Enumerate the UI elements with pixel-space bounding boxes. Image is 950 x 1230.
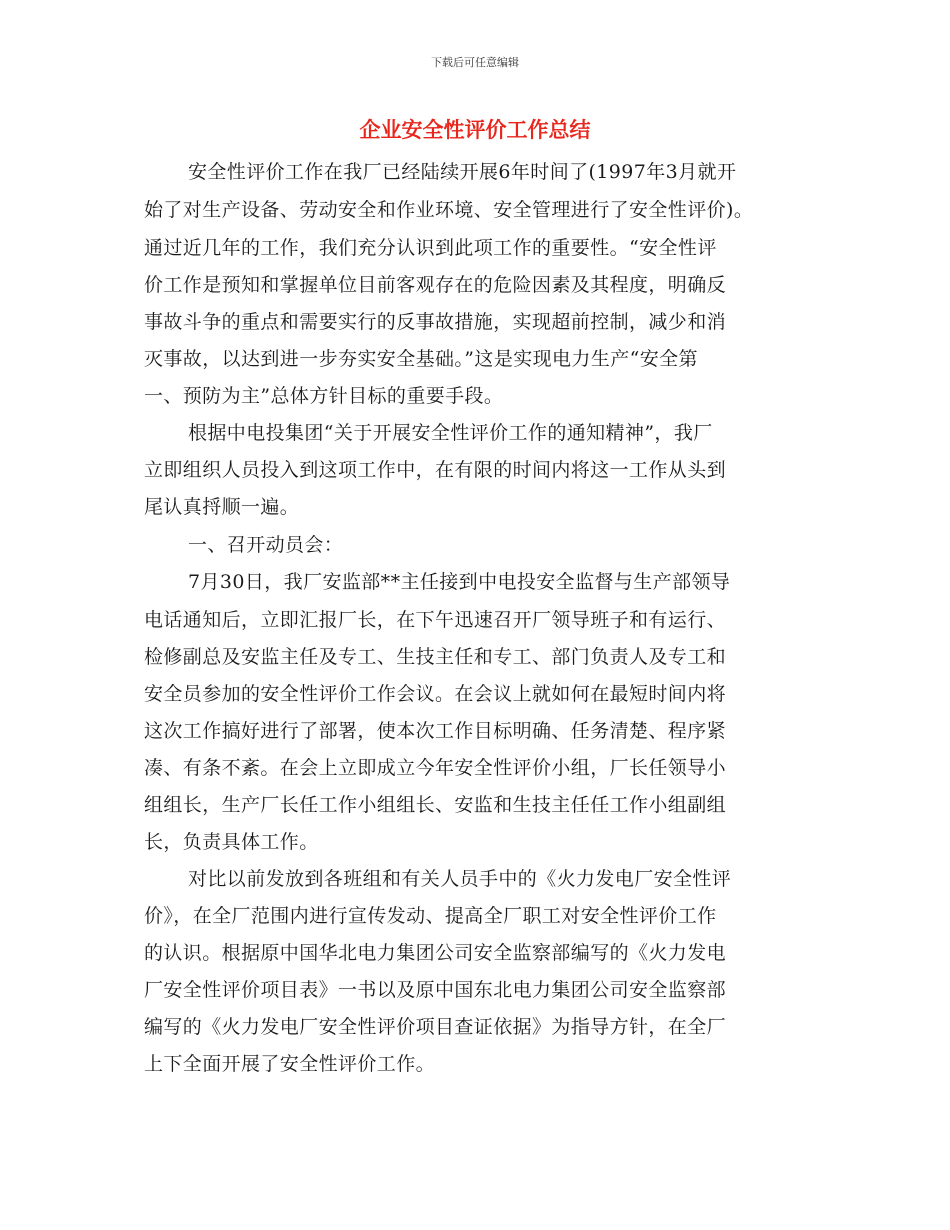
paragraph-line: 的认识。根据原中国华北电力集团公司安全监察部编写的《火力发电 <box>144 942 727 964</box>
paragraph-line: 事故斗争的重点和需要实行的反事故措施，实现超前控制，减少和消 <box>144 311 727 333</box>
paragraph-line: 始了对生产设备、劳动安全和作业环境、安全管理进行了安全性评价)。 <box>144 199 754 221</box>
paragraph-line: 电话通知后，立即汇报厂长，在下午迅速召开厂领导班子和有运行、 <box>144 609 727 631</box>
paragraph-line: 立即组织人员投入到这项工作中，在有限的时间内将这一工作从头到 <box>144 459 727 481</box>
paragraph-line: 一、预防为主”总体方针目标的重要手段。 <box>144 385 504 407</box>
paragraph-line: 7月30日，我厂安监部**主任接到中电投安全监督与生产部领导 <box>188 571 731 593</box>
paragraph-line: 编写的《火力发电厂安全性评价项目查证依据》为指导方针，在全厂 <box>144 1016 727 1038</box>
section-heading: 一、召开动员会： <box>188 534 344 556</box>
paragraph-line: 安全性评价工作在我厂已经陆续开展6年时间了(1997年3月就开 <box>188 161 737 183</box>
paragraph-line: 检修副总及安监主任及专工、生技主任和专工、部门负责人及专工和 <box>144 646 727 668</box>
paragraph-line: 长，负责具体工作。 <box>144 831 319 853</box>
document-title: 企业安全性评价工作总结 <box>359 118 591 142</box>
page-header-note: 下载后可任意编辑 <box>431 56 519 69</box>
paragraph-line: 上下全面开展了安全性评价工作。 <box>144 1053 436 1075</box>
paragraph-line: 灭事故，以达到进一步夯实安全基础。”这是实现电力生产“安全第 <box>144 348 698 370</box>
paragraph-line: 根据中电投集团“关于开展安全性评价工作的通知精神”，我厂 <box>188 422 713 444</box>
paragraph-line: 组组长，生产厂长任工作小组组长、安监和生技主任任工作小组副组 <box>144 794 727 816</box>
paragraph-line: 通过近几年的工作，我们充分认识到此项工作的重要性。“安全性评 <box>144 237 717 259</box>
paragraph-line: 价》，在全厂范围内进行宣传发动、提高全厂职工对安全性评价工作 <box>144 905 717 927</box>
paragraph-line: 尾认真捋顺一遍。 <box>144 496 300 518</box>
paragraph-line: 对比以前发放到各班组和有关人员手中的《火力发电厂安全性评 <box>188 868 732 890</box>
paragraph-line: 安全员参加的安全性评价工作会议。在会议上就如何在最短时间内将 <box>144 683 727 705</box>
paragraph-line: 这次工作搞好进行了部署，使本次工作目标明确、任务清楚、程序紧 <box>144 720 727 742</box>
paragraph-line: 价工作是预知和掌握单位目前客观存在的危险因素及其程度，明确反 <box>144 274 727 296</box>
paragraph-line: 凑、有条不紊。在会上立即成立今年安全性评价小组，厂长任领导小 <box>144 757 727 779</box>
paragraph-line: 厂安全性评价项目表》一书以及原中国东北电力集团公司安全监察部 <box>144 979 727 1001</box>
